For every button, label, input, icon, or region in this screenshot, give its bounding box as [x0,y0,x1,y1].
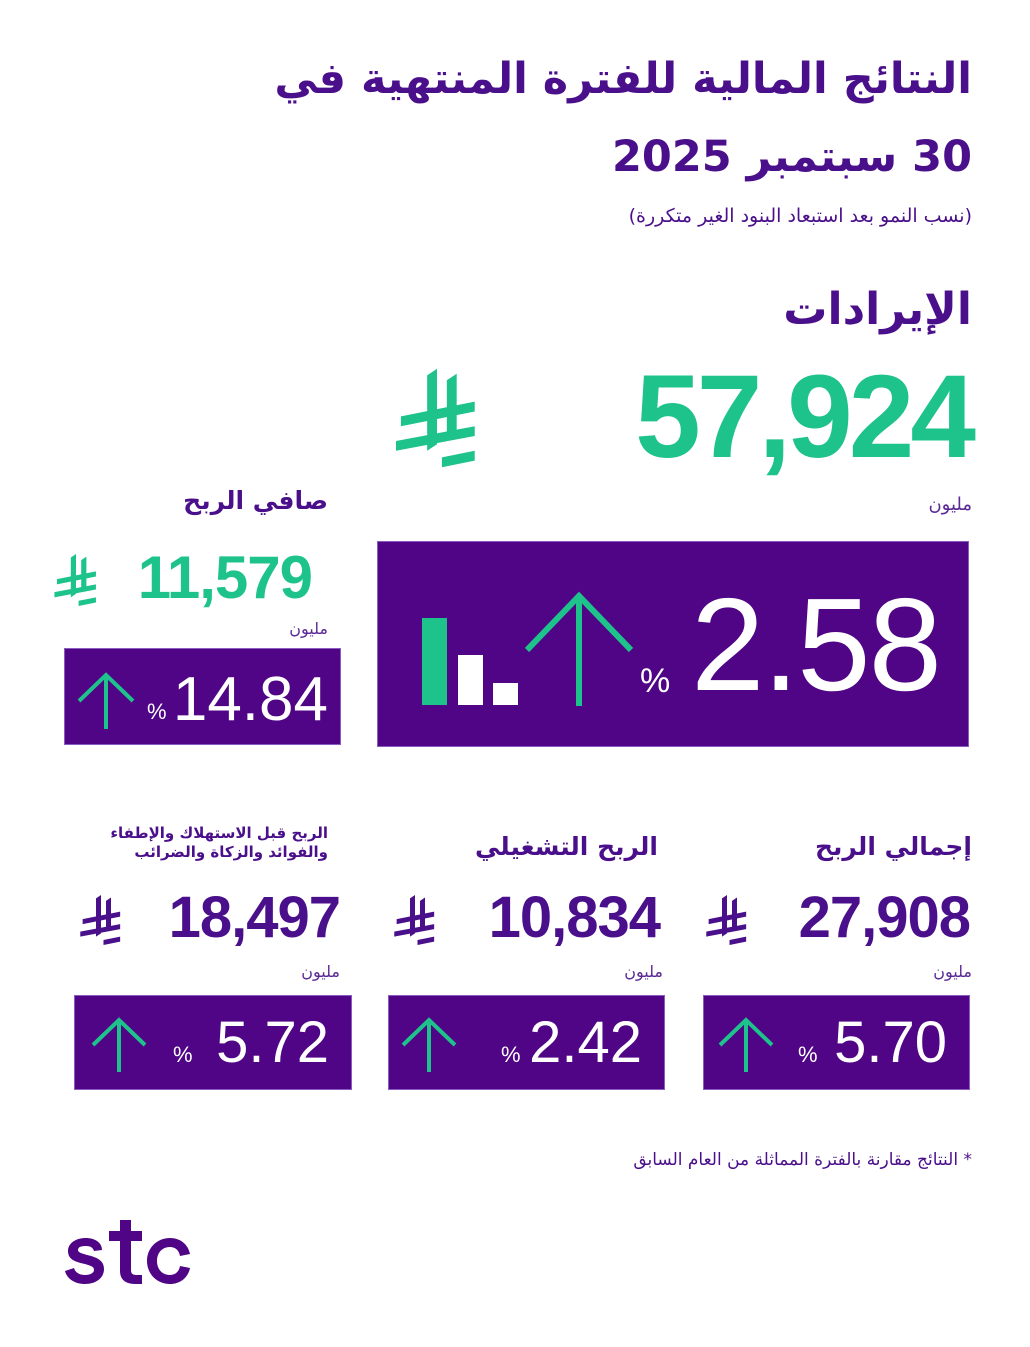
revenue-label: الإيرادات [783,284,972,335]
revenue-growth-box [377,541,969,747]
gross-profit-value: 27,908 [798,885,970,950]
net-profit-growth-box [64,648,341,745]
net-profit-growth-value: 14.84 [172,665,328,734]
net-profit-label: صافي الربح [183,486,328,515]
ebitda-growth-value: 5.72 [216,1010,329,1075]
percent-sign: % [147,699,167,724]
ebitda-label [110,824,328,862]
gross-profit-label: إجمالي الربح [814,832,972,861]
ebitda-label-line2: والفوائد والزكاة والضرائب [134,843,328,861]
gross-profit-unit: مليون [933,962,972,981]
revenue-unit: مليون [928,494,972,515]
footnote: * النتائج مقارنة بالفترة المماثلة من العام السابق [633,1150,972,1170]
stc-logo [62,1216,212,1296]
net-profit-unit: مليون [289,619,328,638]
saudi-riyal-icon [396,368,478,468]
saudi-riyal-icon [704,895,750,945]
arrow-up-icon [89,1016,149,1074]
percent-sign: % [640,662,671,700]
revenue-value: 57,924 [635,351,972,483]
gross-profit-growth-value: 5.70 [834,1010,947,1075]
percent-sign: % [173,1042,193,1067]
gross-profit-growth-box [703,995,970,1090]
operating-profit-unit: مليون [624,962,663,981]
ebitda-label-line1: الربح قبل الاستهلاك والإطفاء [110,824,328,842]
arrow-up-icon [716,1016,776,1074]
saudi-riyal-icon [392,895,438,945]
revenue-growth-value: 2.58 [691,571,940,718]
ebitda-value: 18,497 [168,885,340,950]
percent-sign: % [798,1042,818,1067]
arrow-up-icon [399,1016,459,1074]
page-subtitle: (نسب النمو بعد استبعاد البنود الغير متكررة) [628,205,972,227]
page-title-line2: 30 سبتمبر 2025 [612,132,972,182]
operating-profit-growth-value: 2.42 [529,1010,642,1075]
saudi-riyal-icon [78,895,124,945]
arrow-up-icon [523,590,635,708]
operating-profit-value: 10,834 [488,885,660,950]
ebitda-unit: مليون [301,962,340,981]
page-title-line1: النتائج المالية للفترة المنتهية في [274,54,972,104]
stc-logo-icon [62,1216,212,1296]
net-profit-value: 11,579 [137,544,312,611]
ebitda-growth-box [74,995,352,1090]
arrow-up-icon [75,671,137,731]
operating-profit-growth-box [388,995,665,1090]
percent-sign: % [501,1042,521,1067]
operating-profit-label: الربح التشغيلي [474,832,658,861]
saudi-riyal-icon [52,554,100,606]
